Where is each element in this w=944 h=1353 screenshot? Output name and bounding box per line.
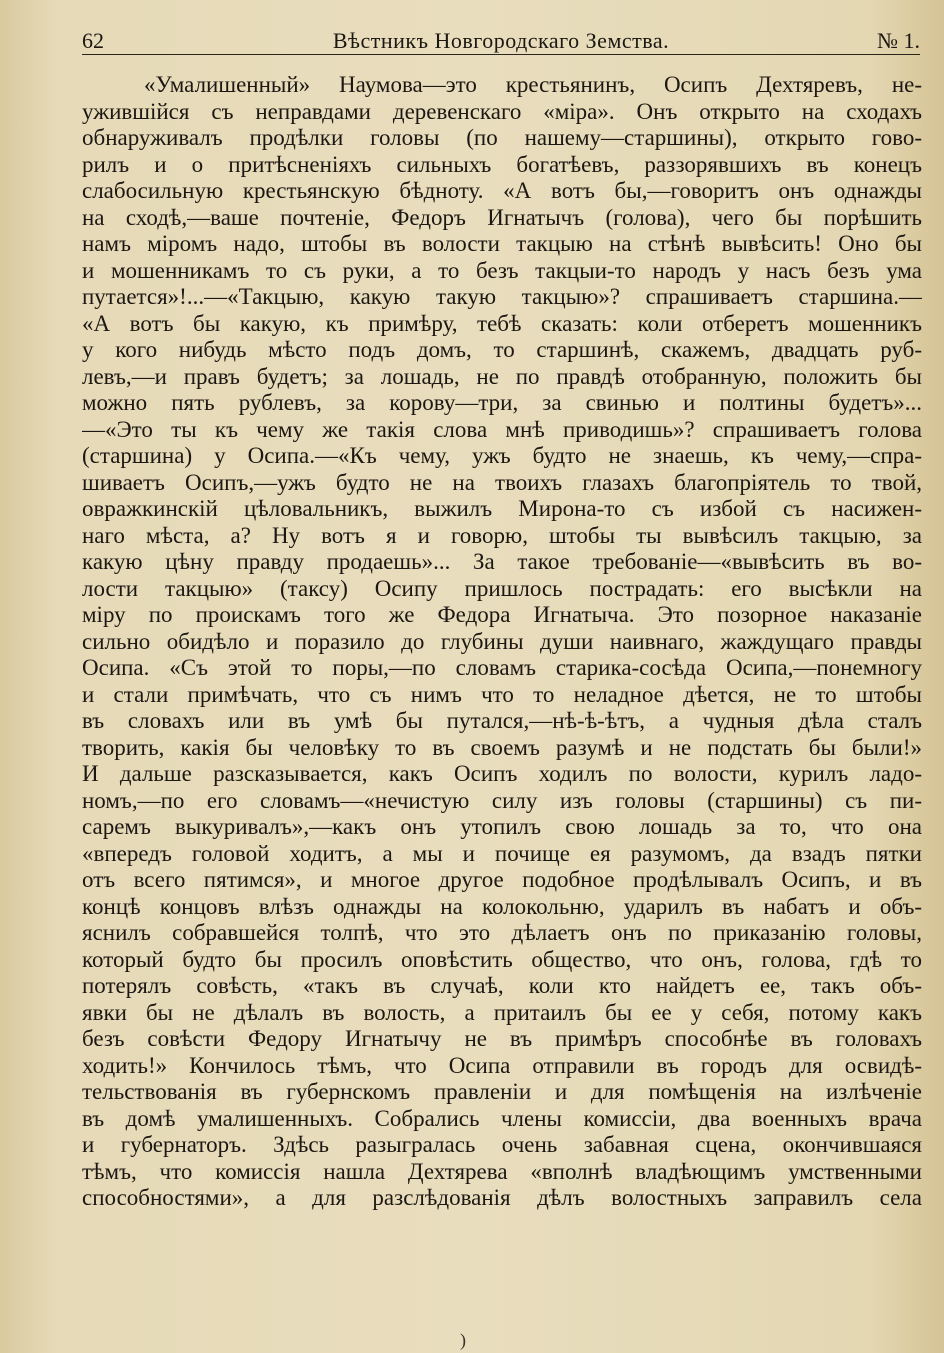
text-line: «впередъ головой ходитъ, а мы и почище ея разумомъ, да взадъ пятки <box>82 840 922 866</box>
text-line: въ словахъ или въ умѣ бы путался,—нѣ-ѣ-ѣтъ, а чудныя дѣла сталъ <box>82 708 922 733</box>
text-line: способностями», а для разслѣдованія дѣлъ волостныхъ заправилъ села <box>82 1185 922 1210</box>
text-line: «А вотъ бы какую, къ примѣру, тебѣ сказать: коли отберетъ мошенникъ <box>82 310 922 336</box>
text-line: у кого нибудь мѣсто подъ домъ, то старшинѣ, скажемъ, двадцать руб- <box>82 337 922 362</box>
text-line: сильно обидѣло и поразило до глубины души наивнаго, жаждущаго правды <box>82 628 922 654</box>
footer-mark: ) <box>460 1330 466 1350</box>
text-line: и мошенникамъ то съ руки, а то безъ такцыи-то народъ у насъ безъ ума <box>82 257 922 283</box>
text-line: слабосильную крестьянскую бѣдноту. «А вотъ бы,—говоритъ онъ однажды <box>82 178 922 203</box>
text-line: тельствованія въ губернскомъ правленіи и для помѣщенія на излѣченіе <box>82 1079 922 1104</box>
text-line: и губернаторъ. Здѣсь разыгралась очень забавная сцена, окончившаяся <box>82 1132 922 1157</box>
text-line: рилъ и о притѣсненіяхъ сильныхъ богатѣевъ, раззорявшихъ въ конецъ <box>82 151 922 177</box>
text-line: безъ совѣсти Федору Игнатычу не въ примѣръ способнѣе въ головахъ <box>82 1026 922 1051</box>
text-line: можно пять рублевъ, за корову—три, за свинью и полтины будетъ»... <box>82 390 922 415</box>
text-line: въ домѣ умалишенныхъ. Собрались члены комиссіи, два военныхъ врача <box>82 1105 922 1131</box>
text-line: —«Это ты къ чему же такія слова мнѣ приводишь»? спрашиваетъ голова <box>82 416 922 442</box>
text-line: левъ,—и правъ будетъ; за лошадь, не по правдѣ отобранную, положить бы <box>82 363 922 389</box>
text-line: лости такцыю» (таксу) Осипу пришлось пострадать: его высѣкли на <box>82 575 922 601</box>
text-line: овражкинскій цѣловальникъ, выжилъ Мирона-то съ избой съ насижен- <box>82 496 922 521</box>
page-number: 62 <box>82 28 104 53</box>
text-line: потерялъ совѣсть, «такъ въ случаѣ, коли кто найдетъ ее, такъ объ- <box>82 973 922 998</box>
text-line: ходить!» Кончилось тѣмъ, что Осипа отправили въ городъ для освидѣ- <box>82 1052 922 1078</box>
text-line: явки бы не дѣлалъ въ волость, а притаилъ бы ее у себя, потому какъ <box>82 999 922 1025</box>
text-line: саремъ выкуривалъ»,—какъ онъ утопилъ свою лошадь за то, что она <box>82 814 922 839</box>
text-line: шиваетъ Осипъ,—ужъ будто не на твоихъ глазахъ благопріятель то твой, <box>82 469 922 495</box>
text-line: И дальше разсказывается, какъ Осипъ ходилъ по волости, курилъ ладо- <box>82 761 922 786</box>
text-line: отъ всего пятимся», и многое другое подобное продѣлывалъ Осипъ, и въ <box>82 867 922 892</box>
text-line: обнаруживалъ продѣлки головы (по нашему—старшины), открыто гово- <box>82 125 922 150</box>
text-line: путается»!...—«Такцыю, какую такую такцыю»? спрашиваетъ старшина.— <box>82 284 922 309</box>
text-line: на сходѣ,—ваше почтеніе, Федоръ Игнатычъ (голова), чего бы порѣшить <box>82 204 922 230</box>
text-line: и стали примѣчать, что съ нимъ что то неладное дѣется, не то штобы <box>82 681 922 707</box>
text-line: намъ міромъ надо, штобы въ волости такцыю на стѣнѣ вывѣсить! Оно бы <box>82 231 922 256</box>
body-text <box>82 72 922 1212</box>
text-line: тѣмъ, что комиссія нашла Дехтярева «вполнѣ владѣющимъ умственными <box>82 1158 922 1184</box>
text-line: міру по проискамъ того же Федора Игнатыча. Это позорное наказаніе <box>82 602 922 627</box>
text-line: яснилъ собравшейся толпѣ, что это дѣлаетъ онъ по приказанію головы, <box>82 920 922 945</box>
issue-number: № 1. <box>877 28 920 53</box>
text-line: ужившійся съ неправдами деревенскаго «міра». Онъ открыто на сходахъ <box>82 98 922 124</box>
text-line: творить, какія бы человѣку то въ своемъ разумѣ и не подстать бы были!» <box>82 734 922 760</box>
text-line: «Умалишенный» Наумова—это крестьянинъ, Осипъ Дехтяревъ, не- <box>144 72 922 97</box>
text-line: (старшина) у Осипа.—«Къ чему, ужъ будто не знаешь, къ чему,—спра- <box>82 443 922 468</box>
text-line: какую цѣну правду продаешь»... За такое требованіе—«вывѣсить въ во- <box>82 549 922 574</box>
text-line: концѣ концовъ влѣзъ однажды на колокольню, ударилъ въ набатъ и объ- <box>82 893 922 919</box>
text-line: номъ,—по его словамъ—«нечистую силу изъ головы (старшины) съ пи- <box>82 787 922 813</box>
text-line: наго мѣста, а? Ну вотъ я и говорю, штобы ты вывѣсилъ такцыю, за <box>82 522 922 548</box>
header-rule <box>82 54 920 55</box>
running-title: Вѣстникъ Новгородскаго Земства. <box>332 28 670 53</box>
text-line: который будто бы просилъ оповѣстить общество, что онъ, голова, гдѣ то <box>82 946 922 972</box>
text-line: Осипа. «Съ этой то поры,—по словамъ старика-сосѣда Осипа,—понемногу <box>82 655 922 680</box>
